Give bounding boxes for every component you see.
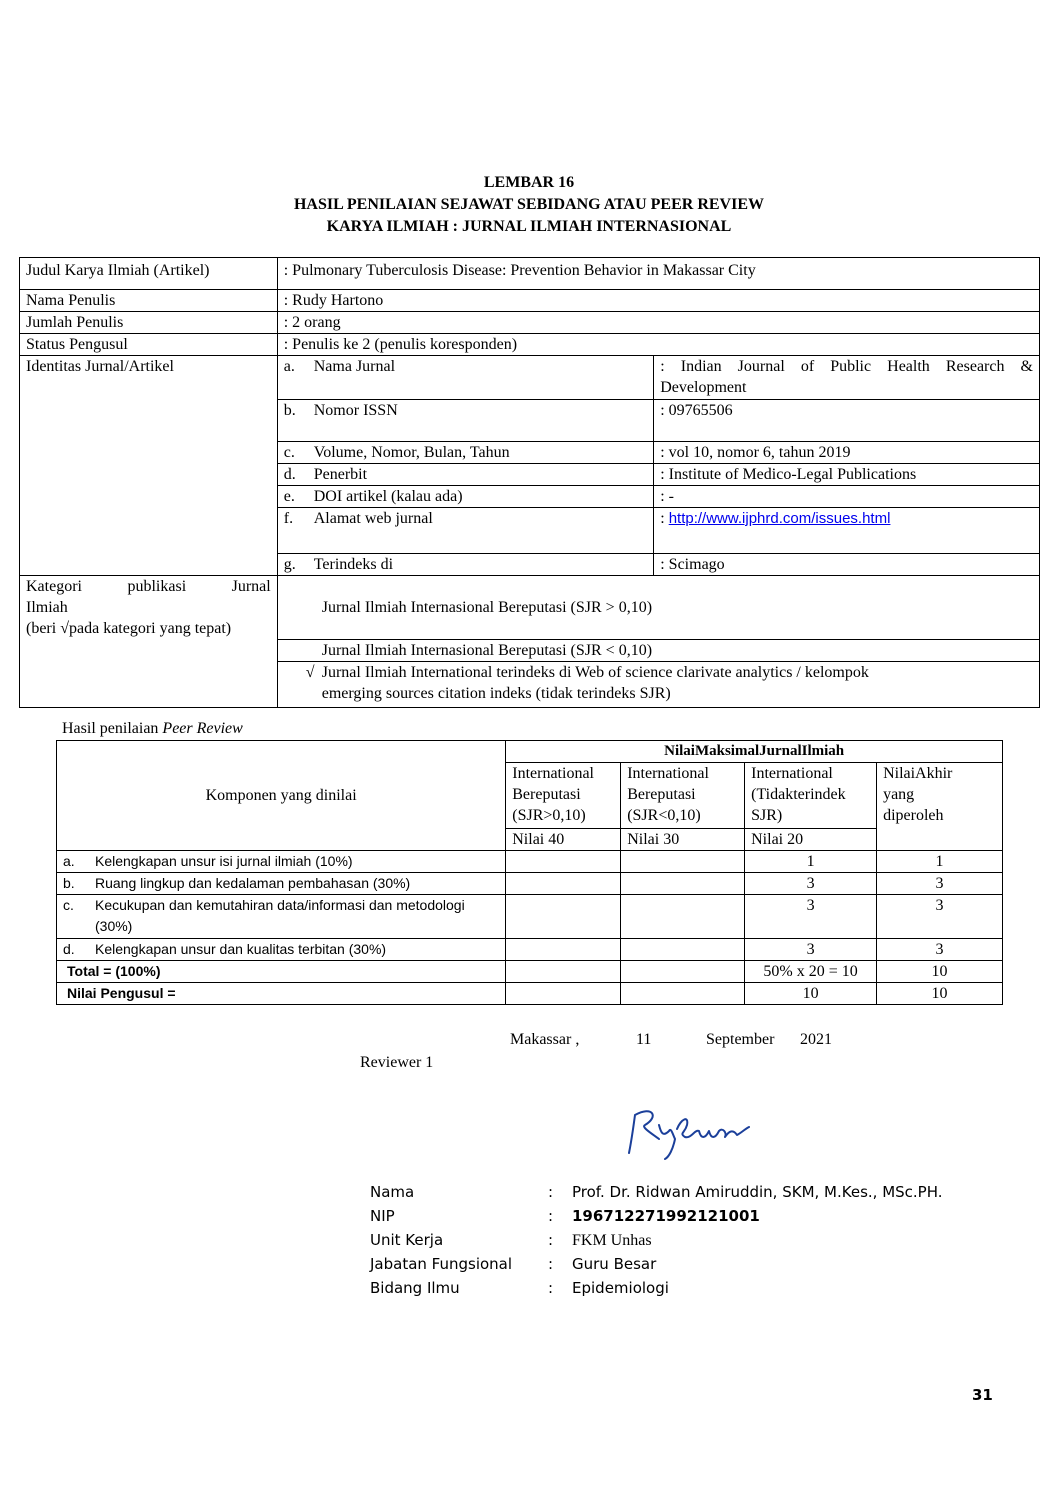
row-b-final: 3 — [877, 873, 1003, 895]
journal-label: Alamat web jurnal — [313, 510, 433, 527]
journal-letter: d. — [283, 466, 296, 483]
col-header-line: International — [512, 765, 594, 782]
pengusul-final: 10 — [877, 983, 1003, 1005]
sign-month: September — [706, 1031, 775, 1048]
komponen-header: Komponen yang dinilai — [57, 741, 506, 851]
row-letter: a. — [63, 853, 75, 869]
kategori-label-line2: Ilmiah — [26, 599, 68, 616]
journal-row-f — [277, 508, 654, 554]
review-row-a — [57, 851, 506, 873]
empty-cell — [621, 939, 745, 961]
row-label: Kecukupan dan kemutahiran data/informasi dan metodologi — [95, 897, 465, 913]
journal-letter: f. — [283, 510, 294, 527]
nilai-20: Nilai 20 — [745, 829, 877, 851]
journal-label: Nama Jurnal — [313, 358, 396, 375]
field-label: Bidang Ilmu — [370, 1279, 460, 1297]
journal-label: Terindeks di — [313, 556, 394, 573]
document-subtitle-2: KARYA ILMIAH : JURNAL ILMIAH INTERNASIONAL — [326, 218, 732, 235]
kategori-option-3-line1: Jurnal Ilmiah International terindeks di Web of science clarivate analytics / kelompok — [321, 664, 869, 681]
journal-letter: c. — [283, 444, 295, 461]
field-label: NIP — [370, 1207, 395, 1225]
review-caption-text: Hasil penilaian — [62, 720, 163, 737]
journal-value-g: : Scimago — [654, 554, 1040, 576]
journal-letter: a. — [283, 358, 295, 375]
col-header-line: diperoleh — [883, 807, 944, 824]
row-c-final: 3 — [877, 895, 1003, 939]
field-colon: : — [548, 1255, 554, 1273]
field-colon: : — [548, 1207, 554, 1225]
penulis-label: Nama Penulis — [20, 290, 278, 312]
field-colon: : — [548, 1183, 554, 1201]
empty-cell — [506, 961, 621, 983]
reviewer-name-row — [370, 1180, 943, 1204]
jumlah-label: Jumlah Penulis — [20, 312, 278, 334]
row-label-continued: (30%) — [95, 918, 133, 934]
row-a-value: 1 — [745, 851, 877, 873]
review-row-d — [57, 939, 506, 961]
field-label: Nama — [370, 1183, 415, 1201]
journal-row-c — [277, 442, 654, 464]
kategori-label-line3: (beri √pada kategori yang tepat) — [26, 620, 232, 637]
journal-label: DOI artikel (kalau ada) — [313, 488, 463, 505]
empty-cell — [621, 851, 745, 873]
sign-city: Makassar , — [510, 1031, 580, 1048]
journal-row-d — [277, 464, 654, 486]
check-mark-icon: √ — [305, 664, 315, 681]
kategori-option-2 — [277, 640, 1039, 662]
row-letter: b. — [63, 875, 75, 891]
journal-value-c: : vol 10, nomor 6, tahun 2019 — [654, 442, 1040, 464]
kategori-label — [20, 576, 278, 708]
col-header-line: (SJR<0,10) — [627, 807, 701, 824]
total-label: Total = (100%) — [57, 961, 506, 983]
journal-value-a: : Indian Journal of Public Health Research & Development — [654, 356, 1040, 400]
empty-cell — [621, 961, 745, 983]
row-a-final: 1 — [877, 851, 1003, 873]
identitas-label: Identitas Jurnal/Artikel — [20, 356, 278, 576]
journal-value-f — [654, 508, 1040, 554]
nilai-40: Nilai 40 — [506, 829, 621, 851]
col-header-line: International — [751, 765, 833, 782]
sign-year: 2021 — [800, 1031, 832, 1048]
journal-web-link[interactable]: http://www.ijphrd.com/issues.html — [668, 510, 891, 527]
row-d-value: 3 — [745, 939, 877, 961]
review-caption-italic: Peer Review — [162, 720, 243, 737]
journal-label: Penerbit — [313, 466, 368, 483]
field-value: 196712271992121001 — [572, 1207, 760, 1225]
col-header-line: NilaiAkhir — [883, 765, 953, 782]
field-value: Epidemiologi — [572, 1279, 669, 1297]
page-number: 31 — [972, 1386, 993, 1404]
col-header-line: (SJR>0,10) — [512, 807, 586, 824]
journal-row-g — [277, 554, 654, 576]
row-label: Kelengkapan unsur isi jurnal ilmiah (10%) — [95, 853, 353, 869]
col-header-line: (Tidakterindek — [751, 786, 846, 803]
row-letter: c. — [63, 897, 74, 913]
col-header-no-sjr — [745, 763, 877, 829]
empty-cell — [621, 895, 745, 939]
field-colon: : — [548, 1279, 554, 1297]
empty-cell — [621, 873, 745, 895]
row-letter: d. — [63, 941, 75, 957]
journal-value-prefix: : — [660, 510, 669, 527]
judul-label: Judul Karya Ilmiah (Artikel) — [20, 258, 278, 290]
nilai-30: Nilai 30 — [621, 829, 745, 851]
review-row-b — [57, 873, 506, 895]
kategori-option-1 — [277, 576, 1039, 640]
kategori-option-3 — [277, 662, 1039, 708]
field-value: Prof. Dr. Ridwan Amiruddin, SKM, M.Kes., MSc.PH. — [572, 1183, 943, 1201]
reviewer-nip-row — [370, 1204, 760, 1228]
judul-value: : Pulmonary Tuberculosis Disease: Prevention Behavior in Makassar City — [277, 258, 1039, 290]
penulis-value: : Rudy Hartono — [277, 290, 1039, 312]
journal-value-e: : - — [654, 486, 1040, 508]
col-header-line: Bereputasi — [512, 786, 581, 803]
journal-row-a — [277, 356, 654, 400]
row-d-final: 3 — [877, 939, 1003, 961]
empty-cell — [621, 983, 745, 1005]
total-value: 50% x 20 = 10 — [745, 961, 877, 983]
sign-day: 11 — [636, 1031, 652, 1048]
empty-cell — [506, 873, 621, 895]
col-header-line: SJR) — [751, 807, 783, 824]
review-caption — [62, 718, 243, 740]
col-header-line: International — [627, 765, 709, 782]
jumlah-value: : 2 orang — [277, 312, 1039, 334]
pengusul-label: Nilai Pengusul = — [57, 983, 506, 1005]
empty-cell — [506, 895, 621, 939]
field-label: Jabatan Fungsional — [370, 1255, 513, 1273]
reviewer-label: Reviewer 1 — [360, 1054, 434, 1071]
field-label: Unit Kerja — [370, 1231, 444, 1249]
signature-image — [615, 1095, 765, 1165]
field-value: FKM Unhas — [572, 1232, 652, 1249]
status-label: Status Pengusul — [20, 334, 278, 356]
nilai-max-header: NilaiMaksimalJurnalIlmiah — [506, 741, 1003, 763]
total-final: 10 — [877, 961, 1003, 983]
pengusul-value: 10 — [745, 983, 877, 1005]
empty-cell — [506, 983, 621, 1005]
row-label: Kelengkapan unsur dan kualitas terbitan (30%) — [95, 941, 387, 957]
journal-letter: e. — [283, 488, 295, 505]
journal-value-d: : Institute of Medico-Legal Publications — [654, 464, 1040, 486]
row-c-value: 3 — [745, 895, 877, 939]
journal-row-b — [277, 400, 654, 442]
kategori-option-2-text: Jurnal Ilmiah Internasional Bereputasi (SJR < 0,10) — [321, 642, 653, 659]
journal-row-e — [277, 486, 654, 508]
document-subtitle: HASIL PENILAIAN SEJAWAT SEBIDANG ATAU PEER REVIEW — [293, 196, 765, 213]
journal-value-b: : 09765506 — [654, 400, 1040, 442]
document-title: LEMBAR 16 — [483, 174, 575, 191]
review-table — [56, 740, 1003, 1005]
field-colon: : — [548, 1231, 554, 1249]
journal-label: Volume, Nomor, Bulan, Tahun — [313, 444, 510, 461]
journal-letter: b. — [283, 402, 296, 419]
row-b-value: 3 — [745, 873, 877, 895]
empty-cell — [506, 851, 621, 873]
row-label: Ruang lingkup dan kedalaman pembahasan (30%) — [95, 875, 411, 891]
journal-label: Nomor ISSN — [313, 402, 398, 419]
col-header-line: yang — [883, 786, 915, 803]
status-value: : Penulis ke 2 (penulis koresponden) — [277, 334, 1039, 356]
col-header-sjr-low — [621, 763, 745, 829]
kategori-option-1-text: Jurnal Ilmiah Internasional Bereputasi (SJR > 0,10) — [321, 599, 653, 616]
review-row-c — [57, 895, 506, 939]
field-value: Guru Besar — [572, 1255, 657, 1273]
reviewer-jabatan-row — [370, 1252, 656, 1276]
kategori-label-line1: Kategori publikasi Jurnal — [26, 578, 271, 595]
reviewer-unit-row — [370, 1228, 652, 1253]
col-header-line: Bereputasi — [627, 786, 696, 803]
article-info-table — [19, 257, 1040, 708]
journal-letter: g. — [283, 556, 296, 573]
col-header-final — [877, 763, 1003, 851]
col-header-sjr-high — [506, 763, 621, 829]
kategori-option-3-line2: emerging sources citation indeks (tidak terindeks SJR) — [321, 685, 671, 702]
reviewer-bidang-row — [370, 1276, 669, 1300]
empty-cell — [506, 939, 621, 961]
